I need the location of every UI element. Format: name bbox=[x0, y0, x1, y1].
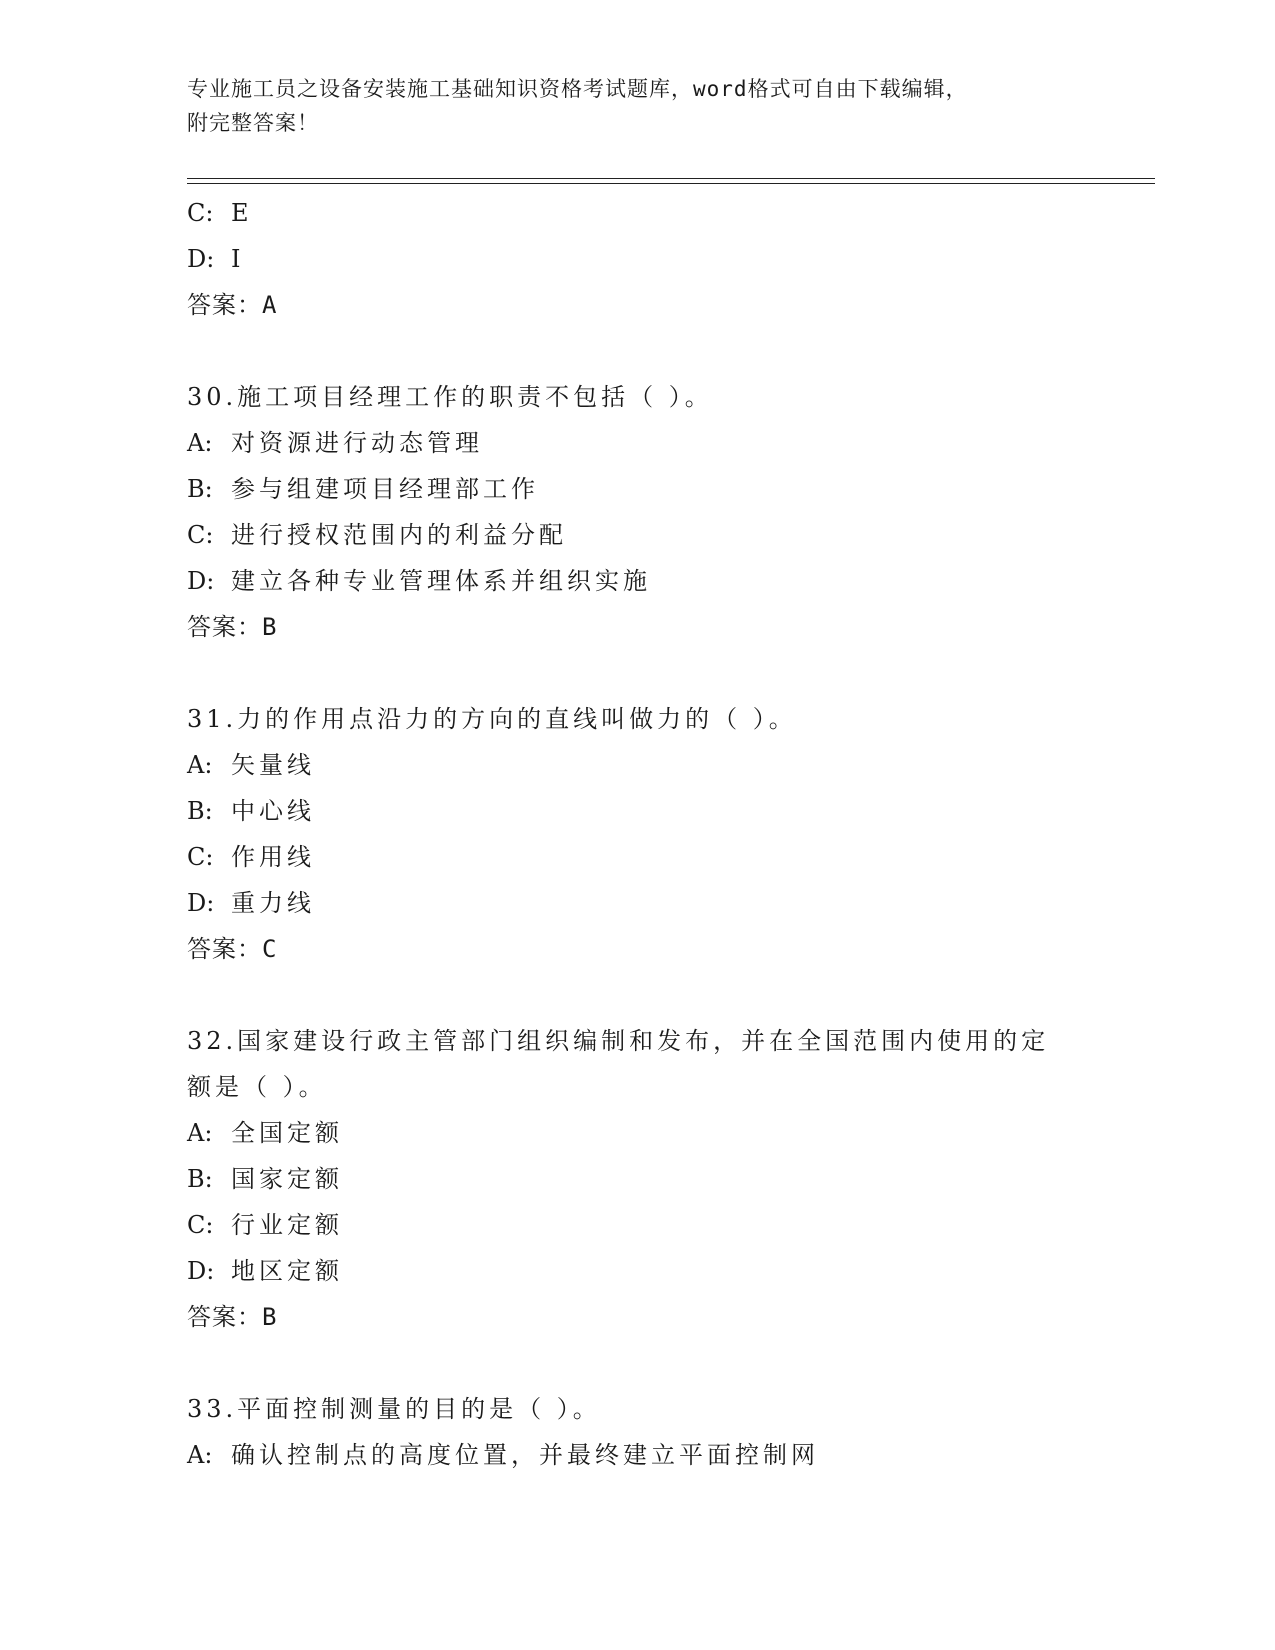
prev-question bbox=[187, 190, 1155, 328]
question-stem: 30.施工项目经理工作的职责不包括（ ）。 bbox=[187, 383, 713, 411]
option-text: 作用线 bbox=[231, 843, 315, 871]
option-line bbox=[187, 1156, 1155, 1202]
answer-line: 答案：A bbox=[187, 291, 278, 319]
option-text: 对资源进行动态管理 bbox=[231, 429, 483, 457]
question-30 bbox=[187, 374, 1155, 650]
option-label: C: bbox=[187, 199, 214, 227]
option-label: B: bbox=[187, 1165, 213, 1193]
option-text: 重力线 bbox=[231, 889, 315, 917]
option-line bbox=[187, 1432, 1155, 1478]
answer-line: 答案：C bbox=[187, 935, 278, 963]
option-text: 矢量线 bbox=[231, 751, 315, 779]
option-line bbox=[187, 1110, 1155, 1156]
option-label: A: bbox=[187, 1441, 213, 1469]
option-text: 进行授权范围内的利益分配 bbox=[231, 521, 567, 549]
option-line bbox=[187, 880, 1155, 926]
option-label: D: bbox=[187, 1257, 215, 1285]
spacer bbox=[187, 972, 1155, 1018]
option-line bbox=[187, 788, 1155, 834]
option-label: D: bbox=[187, 889, 215, 917]
option-text: I bbox=[231, 245, 245, 273]
spacer bbox=[187, 1340, 1155, 1386]
option-label: B: bbox=[187, 475, 213, 503]
option-text: 确认控制点的高度位置，并最终建立平面控制网 bbox=[231, 1441, 819, 1469]
option-text: 参与组建项目经理部工作 bbox=[231, 475, 539, 503]
option-label: C: bbox=[187, 843, 214, 871]
option-label: A: bbox=[187, 751, 213, 779]
option-line bbox=[187, 466, 1155, 512]
question-32 bbox=[187, 1018, 1155, 1340]
option-line bbox=[187, 420, 1155, 466]
option-label: C: bbox=[187, 521, 214, 549]
option-line bbox=[187, 558, 1155, 604]
document-body bbox=[187, 190, 1155, 1478]
answer-line: 答案：B bbox=[187, 1303, 278, 1331]
option-line bbox=[187, 512, 1155, 558]
header-divider-bottom bbox=[187, 183, 1155, 184]
option-text: 行业定额 bbox=[231, 1211, 343, 1239]
spacer bbox=[187, 328, 1155, 374]
document-header bbox=[187, 72, 1087, 140]
header-line-1: 专业施工员之设备安装施工基础知识资格考试题库，word格式可自由下载编辑， bbox=[187, 77, 968, 101]
option-label: A: bbox=[187, 429, 213, 457]
option-line bbox=[187, 742, 1155, 788]
question-31 bbox=[187, 696, 1155, 972]
question-33 bbox=[187, 1386, 1155, 1478]
option-label: B: bbox=[187, 797, 213, 825]
header-divider-top bbox=[187, 178, 1155, 179]
option-text: E bbox=[231, 199, 253, 227]
option-line bbox=[187, 834, 1155, 880]
option-text: 建立各种专业管理体系并组织实施 bbox=[231, 567, 651, 595]
option-line bbox=[187, 1248, 1155, 1294]
option-line bbox=[187, 1202, 1155, 1248]
option-text: 中心线 bbox=[231, 797, 315, 825]
option-label: D: bbox=[187, 245, 215, 273]
option-line bbox=[187, 190, 1155, 236]
answer-line: 答案：B bbox=[187, 613, 278, 641]
question-stem: 32.国家建设行政主管部门组织编制和发布，并在全国范围内使用的定 bbox=[187, 1027, 1050, 1055]
question-stem: 31.力的作用点沿力的方向的直线叫做力的（ ）。 bbox=[187, 705, 797, 733]
option-label: C: bbox=[187, 1211, 214, 1239]
option-line bbox=[187, 236, 1155, 282]
option-text: 国家定额 bbox=[231, 1165, 343, 1193]
option-label: D: bbox=[187, 567, 215, 595]
question-stem-continued: 额是（ ）。 bbox=[187, 1073, 327, 1101]
header-line-2: 附完整答案！ bbox=[187, 111, 319, 135]
option-text: 地区定额 bbox=[231, 1257, 343, 1285]
option-label: A: bbox=[187, 1119, 213, 1147]
question-stem: 33.平面控制测量的目的是（ ）。 bbox=[187, 1395, 601, 1423]
option-text: 全国定额 bbox=[231, 1119, 343, 1147]
spacer bbox=[187, 650, 1155, 696]
